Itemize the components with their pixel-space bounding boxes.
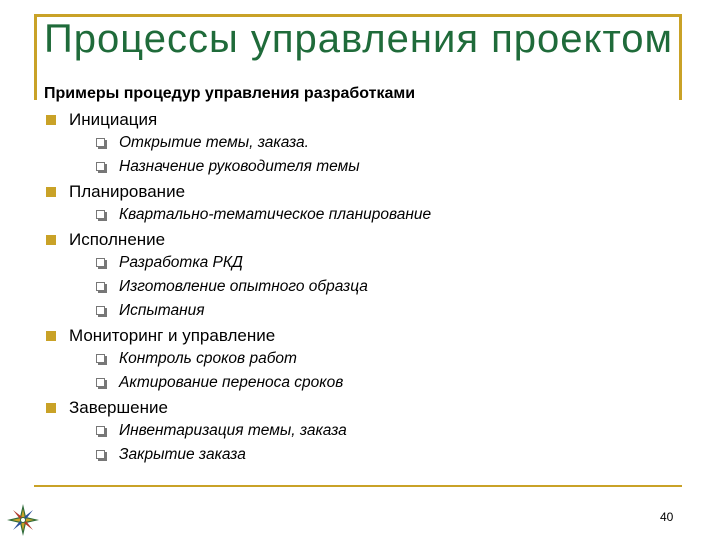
frame-right-line (679, 14, 682, 100)
list-item-execution (44, 228, 664, 323)
box-bullet-icon (96, 378, 105, 387)
page-number: 40 (660, 510, 674, 524)
sublist (69, 347, 664, 395)
box-bullet-icon (96, 210, 105, 219)
sublist-item-label: Закрытие заказа (119, 446, 246, 463)
sublist-item (69, 347, 664, 371)
sublist (69, 251, 664, 323)
square-bullet-icon (46, 187, 56, 197)
sublist-item (69, 131, 664, 155)
box-bullet-icon (96, 426, 105, 435)
sublist-item (69, 155, 664, 179)
sublist-item-label: Разработка РКД (119, 254, 243, 271)
sublist (69, 419, 664, 467)
box-bullet-icon (96, 306, 105, 315)
sublist-item (69, 299, 664, 323)
sublist-item (69, 203, 664, 227)
list-item-label: Мониторинг и управление (69, 326, 276, 345)
sublist-item-label: Изготовление опытного образца (119, 278, 368, 295)
sublist (69, 203, 664, 227)
compass-star-emblem-icon (5, 502, 41, 538)
box-bullet-icon (96, 162, 105, 171)
box-bullet-icon (96, 354, 105, 363)
sublist-item (69, 371, 664, 395)
frame-left-line (34, 14, 37, 100)
sublist-item-label: Испытания (119, 302, 205, 319)
sublist-item-label: Актирование переноса сроков (119, 374, 344, 391)
box-bullet-icon (96, 138, 105, 147)
list-item-initiation (44, 108, 664, 179)
list-item-label: Планирование (69, 182, 186, 201)
square-bullet-icon (46, 403, 56, 413)
list-item-monitoring (44, 324, 664, 395)
box-bullet-icon (96, 282, 105, 291)
list-item-label: Исполнение (69, 230, 166, 249)
slide-title: Процессы управления проектом (44, 17, 674, 61)
square-bullet-icon (46, 331, 56, 341)
sublist-item-label: Квартально-тематическое планирование (119, 206, 432, 223)
square-bullet-icon (46, 115, 56, 125)
sublist-item (69, 251, 664, 275)
sublist-item (69, 275, 664, 299)
list-item-planning (44, 180, 664, 227)
list-item-closing (44, 396, 664, 467)
box-bullet-icon (96, 258, 105, 267)
sublist-item (69, 443, 664, 467)
list-item-label: Завершение (69, 398, 168, 417)
slide-subtitle: Примеры процедур управления разработками (44, 85, 416, 102)
footer-divider (34, 485, 682, 487)
box-bullet-icon (96, 450, 105, 459)
square-bullet-icon (46, 235, 56, 245)
list-item-label: Инициация (69, 110, 158, 129)
sublist-item-label: Контроль сроков работ (119, 350, 297, 367)
sublist-item-label: Инвентаризация темы, заказа (119, 422, 347, 439)
outline-list (44, 107, 664, 467)
sublist-item (69, 419, 664, 443)
sublist-item-label: Назначение руководителя темы (119, 158, 360, 175)
sublist-item-label: Открытие темы, заказа. (119, 134, 309, 151)
sublist (69, 131, 664, 179)
